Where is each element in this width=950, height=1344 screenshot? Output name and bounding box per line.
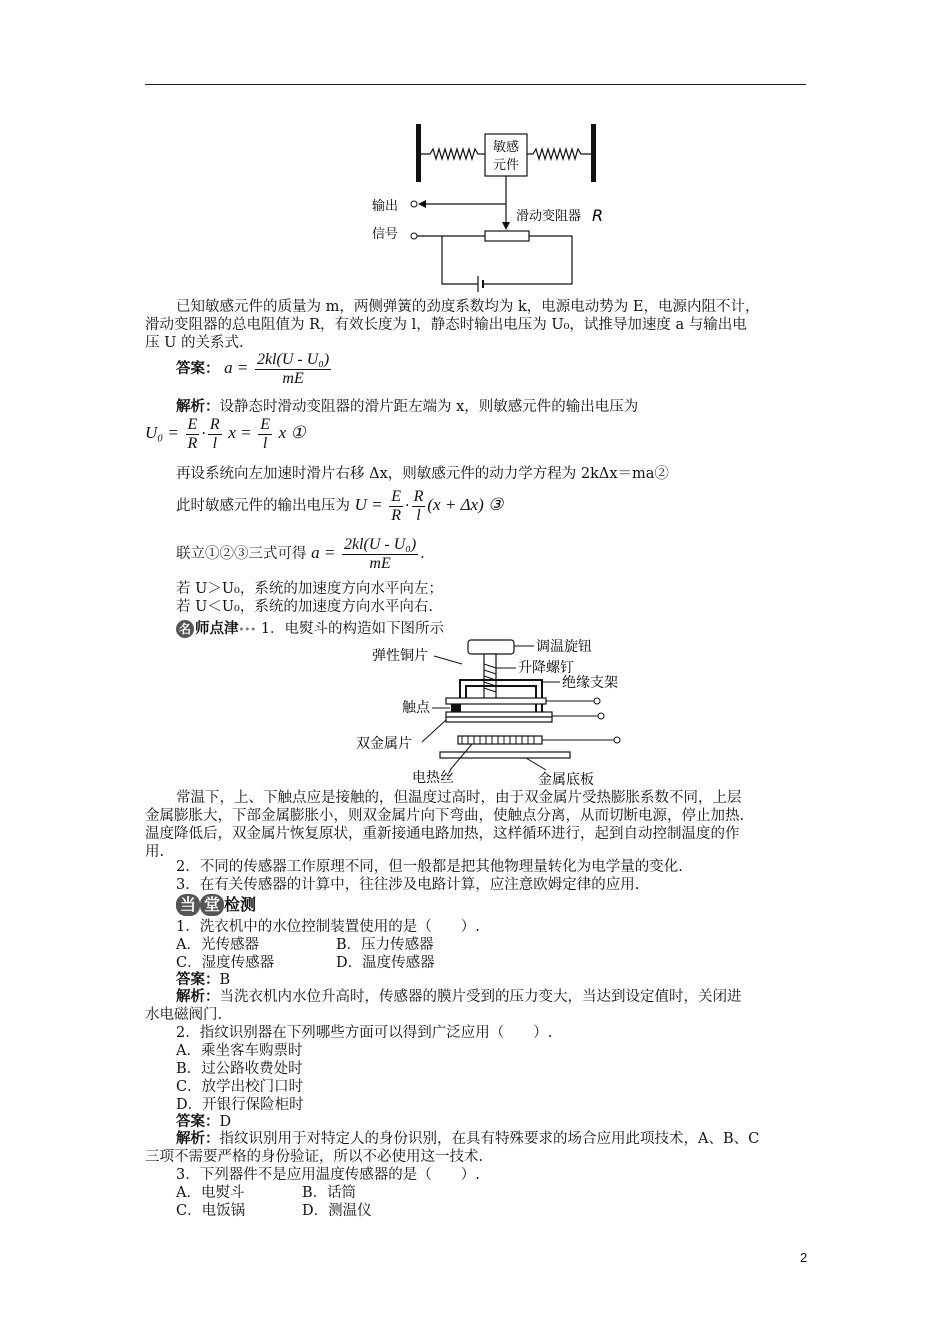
eq1-lhs: U₀ = (145, 423, 179, 442)
q1-answer (176, 971, 230, 989)
header-rule (145, 84, 806, 85)
q2-exp-text: 指纹识别用于对特定人的身份识别，在具有特殊要求的场合应用此项技术，A、B、C (219, 1131, 760, 1147)
knob-label: 调温旋钮 (536, 639, 592, 655)
q3-option-a: A．电熨斗 (176, 1185, 245, 1201)
analysis-line-3: 此时敏感元件的输出电压为 U = $\frac{E}{R}$ · $\frac{R}{l}$ (x + Δx) ③ (176, 487, 504, 524)
problem-line-1: 已知敏感元件的质量为 m，两侧弹簧的劲度系数均为 k，电源电动势为 E，电源内阻不计， (176, 299, 760, 315)
screw-label: 升降螺钉 (518, 660, 574, 676)
eq1-frac-3: $\frac{E}{l}$ (260, 415, 270, 452)
page-number: 2 (800, 1250, 808, 1265)
output-label-2: 信号 (372, 227, 399, 242)
output-label-1: 输出 (372, 199, 399, 214)
slider-arrow (502, 222, 510, 230)
q1-option-c: C．湿度传感器 (176, 955, 275, 971)
left-spring (421, 149, 485, 159)
eq1-frac-1: $\frac{E}{R}$ (187, 415, 198, 452)
contact-upper (451, 704, 461, 708)
q1-answer-label: 答案： (176, 971, 220, 988)
right-wall (591, 124, 596, 182)
tips-title: 师点津 (195, 620, 239, 637)
rheostat-symbol: R (592, 206, 604, 225)
q1-option-b: B．压力传感器 (336, 937, 434, 953)
q1-explanation-2: 水电磁阀门. (145, 1007, 223, 1023)
tips-desc-3: 温度降低后，双金属片恢复原状，重新接通电路加热，这样循环进行，起到自动控制温度的作 (145, 826, 740, 842)
q2-stem: 2．指纹识别器在下列哪些方面可以得到广泛应用（ ）. (176, 1025, 553, 1041)
tips-desc-1: 常温下，上、下触点应是接触的，但温度过高时，由于双金属片受热膨胀系数不同，上层 (176, 790, 742, 806)
bimetal-strip-1 (446, 712, 552, 717)
base-label: 金属底板 (538, 772, 594, 788)
output-arrow (418, 200, 426, 208)
terminal-top (594, 698, 600, 704)
analysis-label: 解析： (176, 398, 220, 415)
heater-coil (458, 736, 542, 744)
analysis-text-1: 设静态时滑动变阻器的滑片距左端为 x，则敏感元件的输出电压为 (219, 399, 639, 415)
test-title-b: 堂 (200, 894, 224, 916)
eq3-frac-1: $\frac{E}{R}$ (391, 487, 401, 524)
bimetal-label: 双金属片 (356, 736, 412, 752)
terminal-middle (598, 713, 604, 719)
terminal-bottom (614, 737, 620, 743)
q1-exp-text: 当洗衣机内水位升高时，传感器的膜片受到的压力变大，当达到设定值时，关闭进 (219, 989, 742, 1005)
output-terminal-2 (411, 233, 417, 239)
test-title-a: 当 (176, 894, 200, 916)
q3-option-d: D．测温仪 (302, 1203, 372, 1219)
tips-badge: 名 (176, 620, 194, 638)
contact-label: 触点 (402, 700, 430, 716)
q2-exp-label: 解析： (176, 1130, 220, 1147)
heater-label: 电热丝 (412, 770, 454, 786)
answer-denominator: mE (282, 369, 304, 387)
q3-option-b: B．话筒 (302, 1185, 357, 1201)
q1-option-d: D．温度传感器 (336, 955, 435, 971)
q2-explanation-2: 三项不需要严格的身份验证，所以不必使用这一技术. (145, 1149, 484, 1165)
eq1-mid: x = (228, 423, 252, 442)
problem-line-3: 压 U 的关系式. (145, 335, 244, 351)
q2-answer (176, 1113, 231, 1131)
bimetal-strip-2 (446, 717, 552, 722)
q2-option-d: D．开银行保险柜时 (176, 1097, 304, 1113)
q2-answer-label: 答案： (176, 1113, 220, 1130)
tips-dots: ••• (238, 625, 257, 636)
output-terminal-1 (411, 201, 417, 207)
q1-option-a: A．光传感器 (176, 937, 259, 953)
right-spring (527, 149, 591, 159)
q3-option-c: C．电饭锅 (176, 1203, 246, 1219)
q1-exp-label: 解析： (176, 988, 220, 1005)
q2-option-a: A．乘坐客车购票时 (176, 1043, 303, 1059)
eq4-frac: $\frac{\text{2kl(U - U₀)}}{mE}$ (343, 535, 417, 572)
answer-line (176, 349, 333, 388)
rheostat-label: 滑动变阻器 (516, 209, 582, 224)
spring-plate-label: 弹性铜片 (372, 648, 428, 664)
eq1-tail: x ① (278, 423, 306, 442)
test-header (176, 894, 256, 917)
support-label: 绝缘支架 (562, 675, 618, 691)
eq4-lhs: a = (311, 543, 336, 562)
q2-option-c: C．放学出校门口时 (176, 1079, 304, 1095)
answer-numerator: 2kl(U - U₀) (256, 350, 330, 368)
q1-explanation-1 (176, 988, 742, 1006)
analysis-line-6: 若 U＜U₀，系统的加速度方向水平向右. (176, 599, 433, 615)
q2-explanation-1 (176, 1130, 759, 1148)
rheostat (485, 231, 529, 241)
problem-line-2: 滑动变阻器的总电阻值为 R，有效长度为 l，静态时输出电压为 U₀，试推导加速度 a 与输出电 (145, 317, 747, 333)
q2-option-b: B．过公路收费处时 (176, 1061, 303, 1077)
eq4-tail: . (420, 546, 425, 562)
left-wall (416, 124, 421, 182)
eq3-tail: (x + Δx) ③ (427, 495, 504, 514)
sensor-label-2: 元件 (492, 158, 520, 173)
tips-item-3: 3．在有关传感器的计算中，往往涉及电路计算，应注意欧姆定律的应用. (176, 877, 640, 893)
q1-stem: 1．洗衣机中的水位控制装置使用的是（ ）. (176, 919, 480, 935)
analysis-line-5: 若 U＞U₀，系统的加速度方向水平向左； (176, 581, 443, 597)
analysis-line-4 (176, 534, 425, 573)
q2-answer-value: D (219, 1114, 232, 1130)
eq3-lhs: U = (354, 495, 383, 514)
knob (468, 640, 514, 654)
tips-desc-4: 用. (145, 844, 165, 860)
q3-stem: 3．下列器件不是应用温度传感器的是（ ）. (176, 1167, 480, 1183)
answer-fraction (255, 351, 331, 388)
iron-diagram (350, 636, 650, 788)
analysis-text-4: 联立①②③三式可得 (176, 546, 307, 562)
tips-item-1: 1．电熨斗的构造如下图所示 (260, 621, 445, 637)
test-title-c: 检测 (224, 895, 257, 914)
answer-lhs: a = (224, 358, 249, 377)
accelerometer-diagram (370, 118, 630, 298)
equation-1: U₀ = $\frac{E}{R}$ · $\frac{R}{l}$ x = $\frac{E}{l}$ x ① (145, 415, 306, 452)
answer-label: 答案： (176, 360, 220, 377)
eq3-frac-2: $\frac{R}{l}$ (413, 487, 424, 524)
metal-base (440, 752, 570, 758)
tips-desc-2: 金属膨胀大，下部金属膨胀小，则双金属片向下弯曲，使触点分离，从而切断电源，停止加热. (145, 808, 745, 824)
analysis-line-2: 再设系统向左加速时滑片右移 Δx，则敏感元件的动力学方程为 2kΔx＝ma② (176, 466, 669, 482)
eq1-frac-2: $\frac{R}{l}$ (209, 415, 220, 452)
tips-item-2: 2．不同的传感器工作原理不同，但一般都是把其他物理量转化为电学量的变化. (176, 859, 683, 875)
q1-answer-value: B (219, 972, 231, 988)
sensor-label-1: 敏感 (492, 140, 520, 155)
analysis-text-3: 此时敏感元件的输出电压为 (176, 498, 350, 514)
spring-copper-plate (446, 698, 546, 704)
